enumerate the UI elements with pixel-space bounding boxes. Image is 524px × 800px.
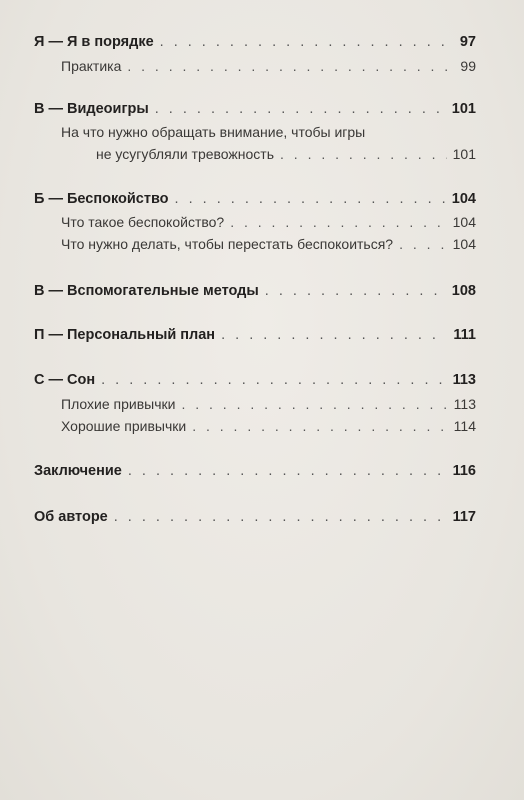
dot-leader	[127, 58, 454, 74]
toc-entry-title: С — Сон	[34, 372, 96, 388]
toc-subentry[interactable]	[34, 236, 476, 252]
toc-page-number: 101	[451, 101, 476, 117]
toc-page-number: 97	[459, 34, 476, 50]
toc-entry-title: В — Вспомогательные методы	[34, 283, 259, 299]
toc-entry-title: Заключение	[34, 463, 122, 479]
toc-page-number: 101	[452, 146, 476, 162]
toc-page-number: 111	[453, 327, 476, 343]
toc-entry[interactable]	[34, 101, 476, 117]
toc-entry[interactable]	[34, 327, 476, 343]
dot-leader	[128, 463, 447, 479]
toc-entry[interactable]	[34, 372, 476, 388]
dot-leader	[181, 396, 447, 412]
toc-page-number: 104	[451, 191, 476, 207]
toc-page-number: 99	[460, 58, 476, 74]
dot-leader	[160, 34, 454, 50]
toc-entry[interactable]	[34, 34, 476, 50]
toc-entry-title: Плохие привычки	[61, 396, 176, 412]
toc-subentry[interactable]	[34, 396, 476, 412]
dot-leader	[101, 372, 446, 388]
toc-entry-title: П — Персональный план	[34, 327, 216, 343]
dot-leader	[175, 191, 446, 207]
toc-entry[interactable]	[34, 283, 476, 299]
toc-page-number: 108	[451, 283, 476, 299]
dot-leader	[114, 509, 447, 525]
toc-subentry-title-line1: На что нужно обращать внимание, чтобы игры	[61, 124, 366, 140]
toc-page-number: 113	[452, 372, 476, 388]
toc-page-number: 104	[452, 214, 476, 230]
dot-leader	[280, 146, 447, 162]
toc-page-number: 117	[452, 509, 476, 525]
dot-leader	[221, 327, 447, 343]
dot-leader	[230, 214, 446, 230]
toc-entry-title: В — Видеоигры	[34, 101, 149, 117]
toc-page-number: 104	[452, 236, 476, 252]
toc-subentry[interactable]	[34, 58, 476, 74]
toc-entry-title: Об авторе	[34, 509, 108, 525]
toc-entry-title: Что такое беспокойство?	[61, 214, 225, 230]
dot-leader	[155, 101, 446, 117]
toc-entry-title: Что нужно делать, чтобы перестать беспокоиться?	[61, 236, 394, 252]
dot-leader	[192, 418, 447, 434]
toc-entry-title: Практика	[61, 58, 122, 74]
toc-entry-title: не усугубляли тревожность	[96, 146, 275, 162]
toc-subentry[interactable]	[34, 418, 476, 434]
toc-entry-title: Хорошие привычки	[61, 418, 187, 434]
toc-entry[interactable]	[34, 463, 476, 479]
toc-entry-title: Б — Беспокойство	[34, 191, 169, 207]
toc-page-number: 113	[453, 396, 476, 412]
toc-subentry[interactable]	[34, 214, 476, 230]
toc-entry[interactable]	[34, 509, 476, 525]
toc-entry[interactable]	[34, 191, 476, 207]
toc-entry-title: Я — Я в порядке	[34, 34, 154, 50]
toc-page-number: 116	[452, 463, 476, 479]
dot-leader	[265, 283, 446, 299]
toc-page-number: 114	[453, 418, 476, 434]
dot-leader	[399, 236, 447, 252]
toc-subentry[interactable]	[34, 146, 476, 162]
